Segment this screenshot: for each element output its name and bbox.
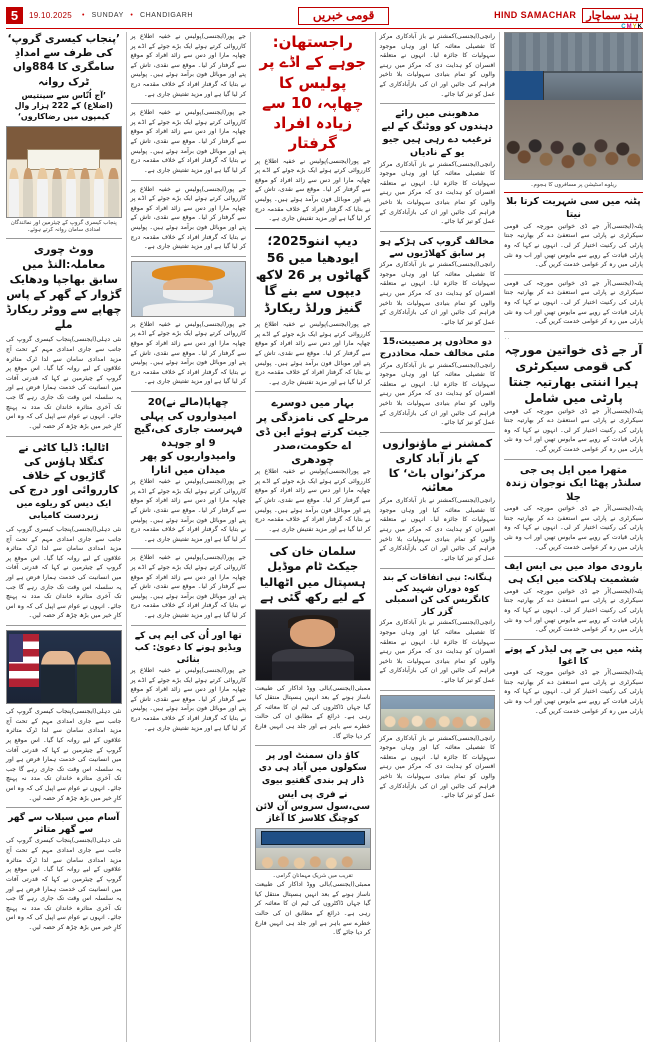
cyan-mark: C: [621, 24, 627, 30]
col4-headline-5: مدھوبنی میں رائے دہندوں کو ووٹنگ کے لیے ترغیب دے رہی ہیں جیو یو کے نادیاں: [381, 108, 494, 158]
col5-main-headline: آر جے ڈی خواتین مورچہ کی قومی سیکرٹری ہیرا اننتی بھارتیہ جنتا پارٹی میں شامل: [504, 342, 643, 406]
col4-body-1: رانچی(ایجنسی)کمشنر نے باز آبادکاری مرکز کا تفصیلی معائنہ کیا اور وہاں موجود سہولیات کا جائزہ لیا۔ انہوں نے متعلقہ افسران کو ہدایت دی کہ مرکز میں رہنے والوں کو تمام بنیادی سہولیات بلا تاخیر فراہم کی جائیں اور ان کی بازآبادکاری کے عمل کو تیز کیا جائے۔: [379, 33, 496, 98]
edition-city: CHANDIGARH: [139, 11, 194, 19]
column-divider-2: [250, 32, 251, 1042]
col3-body-3: جے پور(ایجنسی)پولیس نے خفیہ اطلاع پر کارروائی کرتے ہوئے ایک بڑے جوئے کے اڈے پر چھاپہ مارا اور دس سے زائد افراد کو موقع سے گرفتار کر لیا۔ موقع سے نقدی، تاش کے پتے اور موبائل فون برآمد ہوئے ہیں۔ پولیس نے بتایا کہ گرفتار افراد کے خلاف مقدمہ درج کر لیا گیا ہے اور مزید تفتیش جاری ہے۔: [255, 468, 371, 533]
col2-body-2: جے پور(ایجنسی)پولیس نے خفیہ اطلاع پر کارروائی کرتے ہوئے ایک بڑے جوئے کے اڈے پر چھاپہ مارا اور دس سے زائد افراد کو موقع سے گرفتار کر لیا۔ موقع سے نقدی، تاش کے پتے اور موبائل فون برآمد ہوئے ہیں۔ پولیس نے بتایا کہ گرفتار افراد کے خلاف مقدمہ درج کر لیا گیا ہے اور مزید تفتیش جاری ہے۔: [130, 109, 247, 174]
color-registration-marks: [621, 24, 643, 30]
railway-station-photo: [504, 32, 643, 180]
group-photo: [6, 126, 122, 218]
col3-body-5: ممبئی(ایجنسی)بالی ووڈ اداکار کی طبیعت ناساز ہونے کے بعد انہیں ہسپتال منتقل کیا گیا جہاں ڈاکٹروں کی ٹیم ان کا معائنہ کر رہی ہے۔ ذرائع کے مطابق ان کی حالت خطرے سے باہر ہے اور جلد ہی انہیں فارغ کر دیا جائے گا۔: [255, 881, 371, 937]
col4-headline-4: دو محاذوں پر مصیبت،15 مئی مخالف حملہ محاذدرج: [379, 337, 495, 360]
figure: [23, 168, 33, 218]
col4-body-3: رانچی(ایجنسی)کمشنر نے باز آبادکاری مرکز کا تفصیلی معائنہ کیا اور وہاں موجود سہولیات کا جائزہ لیا۔ انہوں نے متعلقہ افسران کو ہدایت دی کہ مرکز میں رہنے والوں کو تمام بنیادی سہولیات بلا تاخیر فراہم کی جائیں اور ان کی بازآبادکاری کے عمل کو تیز کیا جائے۔: [379, 261, 496, 326]
col5-headline-2: متھرا میں ایل پی جی سلنڈر پھٹا ایک نوجوان زندہ جلا: [505, 464, 642, 503]
section-title-wrap: [193, 6, 494, 25]
figure: [66, 168, 76, 218]
col5-body-2: پٹنہ(ایجنسی)آر جے ڈی خواتین مورچہ کی قومی سیکرٹری نے پارٹی سے استعفیٰ دے کر بھارتیہ جنتا پارٹی کی رکنیت اختیار کر لی۔ انہوں نے کہا کہ وہ پارٹی قیادت کے رویے سے مایوس تھیں اور اب وہ نئی پارٹی میں رہ کر عوامی خدمت کریں گی۔: [504, 279, 644, 326]
brand-name-english: HIND SAMACHAR: [494, 10, 577, 20]
publication-date: 19.10.2025: [29, 10, 73, 20]
col5-headline-5: پٹنہ میں بی جے پی لیڈر کے پوتے کا اغوا: [504, 644, 643, 668]
col2-top-body: جے پور(ایجنسی)پولیس نے خفیہ اطلاع پر کارروائی کرتے ہوئے ایک بڑے جوئے کے اڈے پر چھاپہ مارا اور دس سے زائد افراد کو موقع سے گرفتار کر لیا۔ موقع سے نقدی، تاش کے پتے اور موبائل فون برآمد ہوئے ہیں۔ پولیس نے بتایا کہ گرفتار افراد کے خلاف مقدمہ درج کر لیا گیا ہے اور مزید تفتیش جاری ہے۔: [130, 33, 247, 98]
figure: [94, 168, 104, 218]
masthead: [6, 4, 643, 29]
us-flag-icon: [9, 634, 39, 687]
col4-headline-3: مخالف گروپ کی ہڑکے ہو پر سابق کھلاڑیوں سے: [380, 236, 495, 259]
beard-shape: [163, 290, 213, 301]
col3-headline-2: کاؤ دان سمنٹ اور پر سکولوں میں آباد ہی دی ڈار ہر بندی گفتیو بیوی: [258, 751, 367, 786]
separator-dot: •: [82, 11, 86, 19]
col2-body-6: جے پور(ایجنسی)پولیس نے خفیہ اطلاع پر کارروائی کرتے ہوئے ایک بڑے جوئے کے اڈے پر چھاپہ مارا اور دس سے زائد افراد کو موقع سے گرفتار کر لیا۔ موقع سے نقدی، تاش کے پتے اور موبائل فون برآمد ہوئے ہیں۔ پولیس نے بتایا کہ گرفتار افراد کے خلاف مقدمہ درج کر لیا گیا ہے اور مزید تفتیش جاری ہے۔: [130, 554, 247, 619]
stage-audience: [256, 848, 370, 870]
black-mark: K: [637, 24, 643, 30]
col3-headline-3: نے فری پی ایس سی،سول سروس آن لائن کوچنگ کلاسز کا آغاز: [255, 789, 370, 824]
col2-body-3: جے پور(ایجنسی)پولیس نے خفیہ اطلاع پر کارروائی کرتے ہوئے ایک بڑے جوئے کے اڈے پر چھاپہ مارا اور دس سے زائد افراد کو موقع سے گرفتار کر لیا۔ موقع سے نقدی، تاش کے پتے اور موبائل فون برآمد ہوئے ہیں۔ پولیس نے بتایا کہ گرفتار افراد کے خلاف مقدمہ درج کر لیا گیا ہے اور مزید تفتیش جاری ہے۔: [130, 185, 247, 251]
leader-figure-1: [41, 651, 75, 703]
col3-photo-caption: تقریب میں شریک مہمانانِ گرامی۔: [272, 873, 353, 880]
col4-main-headline: کمشنر نے ماؤنوازوں کے باز آباد کاری مرکز’نواں باٹ‘ کا معائنہ: [382, 436, 493, 495]
col2-body-7: جے پور(ایجنسی)پولیس نے خفیہ اطلاع پر کارروائی کرتے ہوئے ایک بڑے جوئے کے اڈے پر چھاپہ مارا اور دس سے زائد افراد کو موقع سے گرفتار کر لیا۔ موقع سے نقدی، تاش کے پتے اور موبائل فون برآمد ہوئے ہیں۔ پولیس نے بتایا کہ گرفتار افراد کے خلاف مقدمہ درج کر لیا گیا ہے اور مزید تفتیش جاری ہے۔: [130, 667, 247, 732]
meeting-photo: [380, 695, 496, 731]
col5-body-1: پٹنہ(ایجنسی)آر جے ڈی خواتین مورچہ کی قومی سیکرٹری نے پارٹی سے استعفیٰ دے کر بھارتیہ جنتا پارٹی کی رکنیت اختیار کر لی۔ انہوں نے کہا کہ وہ پارٹی قیادت کے رویے سے مایوس تھیں اور اب وہ نئی پارٹی میں رہ کر عوامی خدمت کریں گی۔: [504, 222, 644, 269]
col4-body-2: رانچی(ایجنسی)کمشنر نے باز آبادکاری مرکز کا تفصیلی معائنہ کیا اور وہاں موجود سہولیات کا جائزہ لیا۔ انہوں نے متعلقہ افسران کو ہدایت دی کہ مرکز میں رہنے والوں کو تمام بنیادی سہولیات بلا تاخیر فراہم کی جائیں اور ان کی بازآبادکاری کے عمل کو تیز کیا جائے۔: [379, 160, 496, 226]
passenger-crowd: [505, 100, 642, 179]
col4-body-4: رانچی(ایجنسی)کمشنر نے باز آبادکاری مرکز کا تفصیلی معائنہ کیا اور وہاں موجود سہولیات کا جائزہ لیا۔ انہوں نے متعلقہ افسران کو ہدایت دی کہ مرکز میں رہنے والوں کو تمام بنیادی سہولیات بلا تاخیر فراہم کی جائیں اور ان کی بازآبادکاری کے عمل کو تیز کیا جائے۔: [379, 361, 496, 427]
column-divider-3: [375, 32, 376, 1042]
figure: [37, 168, 47, 218]
day-of-week: SUNDAY: [91, 11, 124, 19]
col1-story3-headline: اٹالیا: ڈلیا کاٹی نے کنگلا ہاؤس کی گاڑیوں کے خلاف کارروائی اور درج کی: [8, 441, 119, 497]
meeting-attendees: [381, 709, 495, 730]
col1-story3-body: نئی دہلی(ایجنسی)پنجاب کیسری گروپ کی جانب سے جاری امدادی مہم کے تحت آج مزید امدادی سامان سے لدا ٹرک متاثرہ علاقوں کے لیے روانہ کیا گیا۔ اس موقع پر گروپ کے چیئرمین نے کہا کہ قدرتی آفات میں انسانیت کی خدمت ہمارا فرض ہے اور یہ سلسلہ اس وقت تک جاری رہے گا جب تک آخری متاثرہ خاندان تک مدد نہ پہنچ جائے۔ انہوں نے عوام سے اپیل کی کہ وہ اس کارِ خیر میں بڑھ چڑھ کر حصہ لیں۔: [6, 525, 122, 620]
col1-photo-story-body: نئی دہلی(ایجنسی)پنجاب کیسری گروپ کی جانب سے جاری امدادی مہم کے تحت آج مزید امدادی سامان سے لدا ٹرک متاثرہ علاقوں کے لیے روانہ کیا گیا۔ اس موقع پر گروپ کے چیئرمین نے کہا کہ قدرتی آفات میں انسانیت کی خدمت ہمارا فرض ہے اور یہ سلسلہ اس وقت تک جاری رہے گا جب تک آخری متاثرہ خاندان تک مدد نہ پہنچ جائے۔ انہوں نے عوام سے اپیل کی کہ وہ اس کارِ خیر میں بڑھ چڑھ کر حصہ لیں۔: [6, 708, 122, 802]
figure: [52, 168, 62, 218]
column-3: [255, 32, 371, 1042]
col4-body-5: رانچی(ایجنسی)کمشنر نے باز آبادکاری مرکز کا تفصیلی معائنہ کیا اور وہاں موجود سہولیات کا جائزہ لیا۔ انہوں نے متعلقہ افسران کو ہدایت دی کہ مرکز میں رہنے والوں کو تمام بنیادی سہولیات بلا تاخیر فراہم کی جائیں اور ان کی بازآبادکاری کے عمل کو تیز کیا جائے۔: [379, 497, 496, 562]
col2-headline-4: چھاپا(مالے نے)20 امیدواروں کی پہلی فہرست جاری کی،گیج 9 او جوہدہ وامیدواریوں کو پھر میدان میں اتارا: [133, 397, 243, 476]
stage-banner: [261, 831, 365, 845]
col4-body-6: رانچی(ایجنسی)کمشنر نے باز آبادکاری مرکز کا تفصیلی معائنہ کیا اور وہاں موجود سہولیات کا جائزہ لیا۔ انہوں نے متعلقہ افسران کو ہدایت دی کہ مرکز میں رہنے والوں کو تمام بنیادی سہولیات بلا تاخیر فراہم کی جائیں اور ان کی بازآبادکاری کے عمل کو تیز کیا جائے۔: [379, 619, 496, 685]
brand-name-urdu: ہند سماچار: [582, 8, 643, 23]
torso-shape: [143, 303, 234, 316]
column-4: [380, 32, 496, 1042]
leader-figure-2: [77, 651, 111, 703]
col1-story3-subhead: ایک دیس کو ریلوے میں زبردست کامیابی: [16, 499, 112, 522]
col5-body-6: پٹنہ(ایجنسی)آر جے ڈی خواتین مورچہ کی قومی سیکرٹری نے پارٹی سے استعفیٰ دے کر بھارتیہ جنتا پارٹی کی رکنیت اختیار کر لی۔ انہوں نے کہا کہ وہ پارٹی قیادت کے رویے سے مایوس تھیں اور اب وہ نئی پارٹی میں رہ کر عوامی خدمت کریں گی۔: [504, 669, 644, 715]
col1-story2-body: نئی دہلی(ایجنسی)پنجاب کیسری گروپ کی جانب سے جاری امدادی مہم کے تحت آج مزید امدادی سامان سے لدا ٹرک متاثرہ علاقوں کے لیے روانہ کیا گیا۔ اس موقع پر گروپ کے چیئرمین نے کہا کہ قدرتی آفات میں انسانیت کی خدمت ہمارا فرض ہے اور یہ سلسلہ اس وقت تک جاری رہے گا جب تک آخری متاثرہ خاندان تک مدد نہ پہنچ جائے۔ انہوں نے عوام سے اپیل کی کہ وہ اس کارِ خیر میں بڑھ چڑھ کر حصہ لیں۔: [6, 336, 122, 430]
col5-photo-caption: ریلوے اسٹیشن پر مسافروں کا ہجوم۔: [530, 182, 617, 188]
figure: [80, 168, 90, 218]
event-stage-photo: [255, 828, 371, 870]
magenta-mark: M: [626, 24, 633, 30]
col3-body-4: ممبئی(ایجنسی)بالی ووڈ اداکار کی طبیعت ناساز ہونے کے بعد انہیں ہسپتال منتقل کیا گیا جہاں ڈاکٹروں کی ٹیم ان کا معائنہ کر رہی ہے۔ ذرائع کے مطابق ان کی حالت خطرے سے باہر ہے اور جلد ہی انہیں فارغ کر دیا جائے گا۔: [255, 684, 371, 740]
page-grid: [6, 32, 643, 1042]
col1-story4-body: نئی دہلی(ایجنسی)پنجاب کیسری گروپ کی جانب سے جاری امدادی مہم کے تحت آج مزید امدادی سامان سے لدا ٹرک متاثرہ علاقوں کے لیے روانہ کیا گیا۔ اس موقع پر گروپ کے چیئرمین نے کہا کہ قدرتی آفات میں انسانیت کی خدمت ہمارا فرض ہے اور یہ سلسلہ اس وقت تک جاری رہے گا جب تک آخری متاثرہ خاندان تک مدد نہ پہنچ جائے۔ انہوں نے عوام سے اپیل کی کہ وہ اس کارِ خیر میں بڑھ چڑھ کر حصہ لیں۔: [6, 837, 122, 931]
section-title: قومی خبریں: [298, 7, 390, 25]
figure: [9, 168, 19, 218]
masthead-meta: [78, 12, 193, 19]
page-number-badge: 5: [6, 7, 23, 24]
brand-block: [494, 8, 643, 23]
col2-headline-3: بہار میں دوسرے مرحلے کی نامزدگی پر جیت کرتے ہوئے این ڈی اے حکومت،صدر چودھری: [255, 397, 370, 467]
col5-headline-4: پٹنہ میں سی شہریت کرتا بلا نیتا: [506, 196, 641, 220]
column-divider: [126, 32, 127, 1042]
leaders-handshake-photo: [6, 630, 122, 704]
yellow-mark: Y: [632, 24, 638, 30]
col1-story2-headline: ووٹ چوری معاملہ:النڈ میں سابق بھاجپا ودھایک گڑوار کے گھر کے پاس چھاپے سے ووٹر ریکارڈ ملے: [5, 243, 122, 331]
col2-body-5: جے پور(ایجنسی)پولیس نے خفیہ اطلاع پر کارروائی کرتے ہوئے ایک بڑے جوئے کے اڈے پر چھاپہ مارا اور دس سے زائد افراد کو موقع سے گرفتار کر لیا۔ موقع سے نقدی، تاش کے پتے اور موبائل فون برآمد ہوئے ہیں۔ پولیس نے بتایا کہ گرفتار افراد کے خلاف مقدمہ درج کر لیا گیا ہے اور مزید تفتیش جاری ہے۔: [130, 478, 247, 543]
col1-lead-subhead: ’آج اُنّاس سے سینتیس (اضلاع) کے 222 ہزار وال کیمپوں میں رضاکاروں‘: [14, 90, 113, 122]
torso-shape: [272, 649, 354, 680]
col3-body-1: جے پور(ایجنسی)پولیس نے خفیہ اطلاع پر کارروائی کرتے ہوئے ایک بڑے جوئے کے اڈے پر چھاپہ مارا اور دس سے زائد افراد کو موقع سے گرفتار کر لیا۔ موقع سے نقدی، تاش کے پتے اور موبائل فون برآمد ہوئے ہیں۔ پولیس نے بتایا کہ گرفتار افراد کے خلاف مقدمہ درج کر لیا گیا ہے اور مزید تفتیش جاری ہے۔: [255, 157, 371, 223]
col5-body-4: پٹنہ(ایجنسی)آر جے ڈی خواتین مورچہ کی قومی سیکرٹری نے پارٹی سے استعفیٰ دے کر بھارتیہ جنتا پارٹی کی رکنیت اختیار کر لی۔ انہوں نے کہا کہ وہ پارٹی قیادت کے رویے سے مایوس تھیں اور اب وہ نئی پارٹی میں رہ کر عوامی خدمت کریں گی۔: [504, 505, 644, 551]
col1-photo-caption: پنجاب کیسری گروپ کے چیئرمین اور نمائندگان امدادی سامان روانہ کرتے ہوئے۔: [10, 220, 117, 234]
face-shape: [290, 619, 335, 647]
col5-headline-3: بارودی مواد میں بی ایس ایف ششمیت ہلاکت میں ایک ہی: [504, 561, 643, 586]
col3-body-2: جے پور(ایجنسی)پولیس نے خفیہ اطلاع پر کارروائی کرتے ہوئے ایک بڑے جوئے کے اڈے پر چھاپہ مارا اور دس سے زائد افراد کو موقع سے گرفتار کر لیا۔ موقع سے نقدی، تاش کے پتے اور موبائل فون برآمد ہوئے ہیں۔ پولیس نے بتایا کہ گرفتار افراد کے خلاف مقدمہ درج کر لیا گیا ہے اور مزید تفتیش جاری ہے۔: [255, 321, 371, 386]
station-roof: [505, 33, 642, 73]
col1-story4-headline: آسام میں سیلاب سے گھر سے گھر متاثر: [8, 813, 120, 836]
page-marker: ۰۰: [504, 335, 510, 342]
column-5: [504, 32, 643, 1042]
col1-lead-headline: ’پنجاب کیسری گروپ‘ کی طرف سے امدادِ سامگری کا 884واں ٹرک روانہ: [7, 33, 121, 88]
col2-headline-2: دیپ اننو2025؛ ایودھیا میں 56 گھاٹوں پر 26 لاکھ دیپوں سے بنے گا گنیز ورلڈ ریکارڈ: [255, 232, 370, 316]
column-1: [6, 32, 122, 1042]
col4-body-7: رانچی(ایجنسی)کمشنر نے باز آبادکاری مرکز کا تفصیلی معائنہ کیا اور وہاں موجود سہولیات کا جائزہ لیا۔ انہوں نے متعلقہ افسران کو ہدایت دی کہ مرکز میں رہنے والوں کو تمام بنیادی سہولیات بلا تاخیر فراہم کی جائیں اور ان کی بازآبادکاری کے عمل کو تیز کیا جائے۔: [379, 734, 496, 800]
col4-headline-2: ہنگانہ: نبی اتفاقات کے بند کوہ دوران شہید کی کانگریس کی کن اسمبلی گزر کار: [382, 572, 492, 617]
celebrity-photo: [255, 609, 371, 681]
col2-headline-5: تھا اور اُن کی ایم پی کے ویڈیو ہونے کا دعویٰ: کب بنائی: [134, 630, 242, 665]
photo-figures: [7, 159, 121, 217]
column-divider-4: [499, 32, 500, 1042]
column-2: [131, 32, 247, 1042]
col5-body-5: پٹنہ(ایجنسی)آر جے ڈی خواتین مورچہ کی قومی سیکرٹری نے پارٹی سے استعفیٰ دے کر بھارتیہ جنتا پارٹی کی رکنیت اختیار کر لی۔ انہوں نے کہا کہ وہ پارٹی قیادت کے رویے سے مایوس تھیں اور اب وہ نئی پارٹی میں رہ کر عوامی خدمت کریں گی۔: [504, 587, 644, 634]
col2-main-headline: راجستھان: جوہے کے اڈے پر پولیس کا چھاپہ، 10 سے زیادہ افراد گرفتار: [259, 33, 367, 153]
col2-body-4: جے پور(ایجنسی)پولیس نے خفیہ اطلاع پر کارروائی کرتے ہوئے ایک بڑے جوئے کے اڈے پر چھاپہ مارا اور دس سے زائد افراد کو موقع سے گرفتار کر لیا۔ موقع سے نقدی، تاش کے پتے اور موبائل فون برآمد ہوئے ہیں۔ پولیس نے بتایا کہ گرفتار افراد کے خلاف مقدمہ درج کر لیا گیا ہے اور مزید تفتیش جاری ہے۔: [130, 320, 247, 386]
col3-headline-celeb: سلمان خان کی جیکٹ ٹام موڈیل ہسپتال میں اٹھالیا کے لیے رکھ گئی ہے: [259, 543, 366, 605]
separator-dot-2: •: [130, 11, 134, 19]
col5-body-3: پٹنہ(ایجنسی)آر جے ڈی خواتین مورچہ کی قومی سیکرٹری نے پارٹی سے استعفیٰ دے کر بھارتیہ جنتا پارٹی کی رکنیت اختیار کر لی۔ انہوں نے کہا کہ وہ پارٹی قیادت کے رویے سے مایوس تھیں اور اب وہ نئی پارٹی میں رہ کر عوامی خدمت کریں گی۔: [504, 407, 644, 454]
figure: [108, 168, 118, 218]
politician-portrait-photo: [131, 261, 247, 317]
